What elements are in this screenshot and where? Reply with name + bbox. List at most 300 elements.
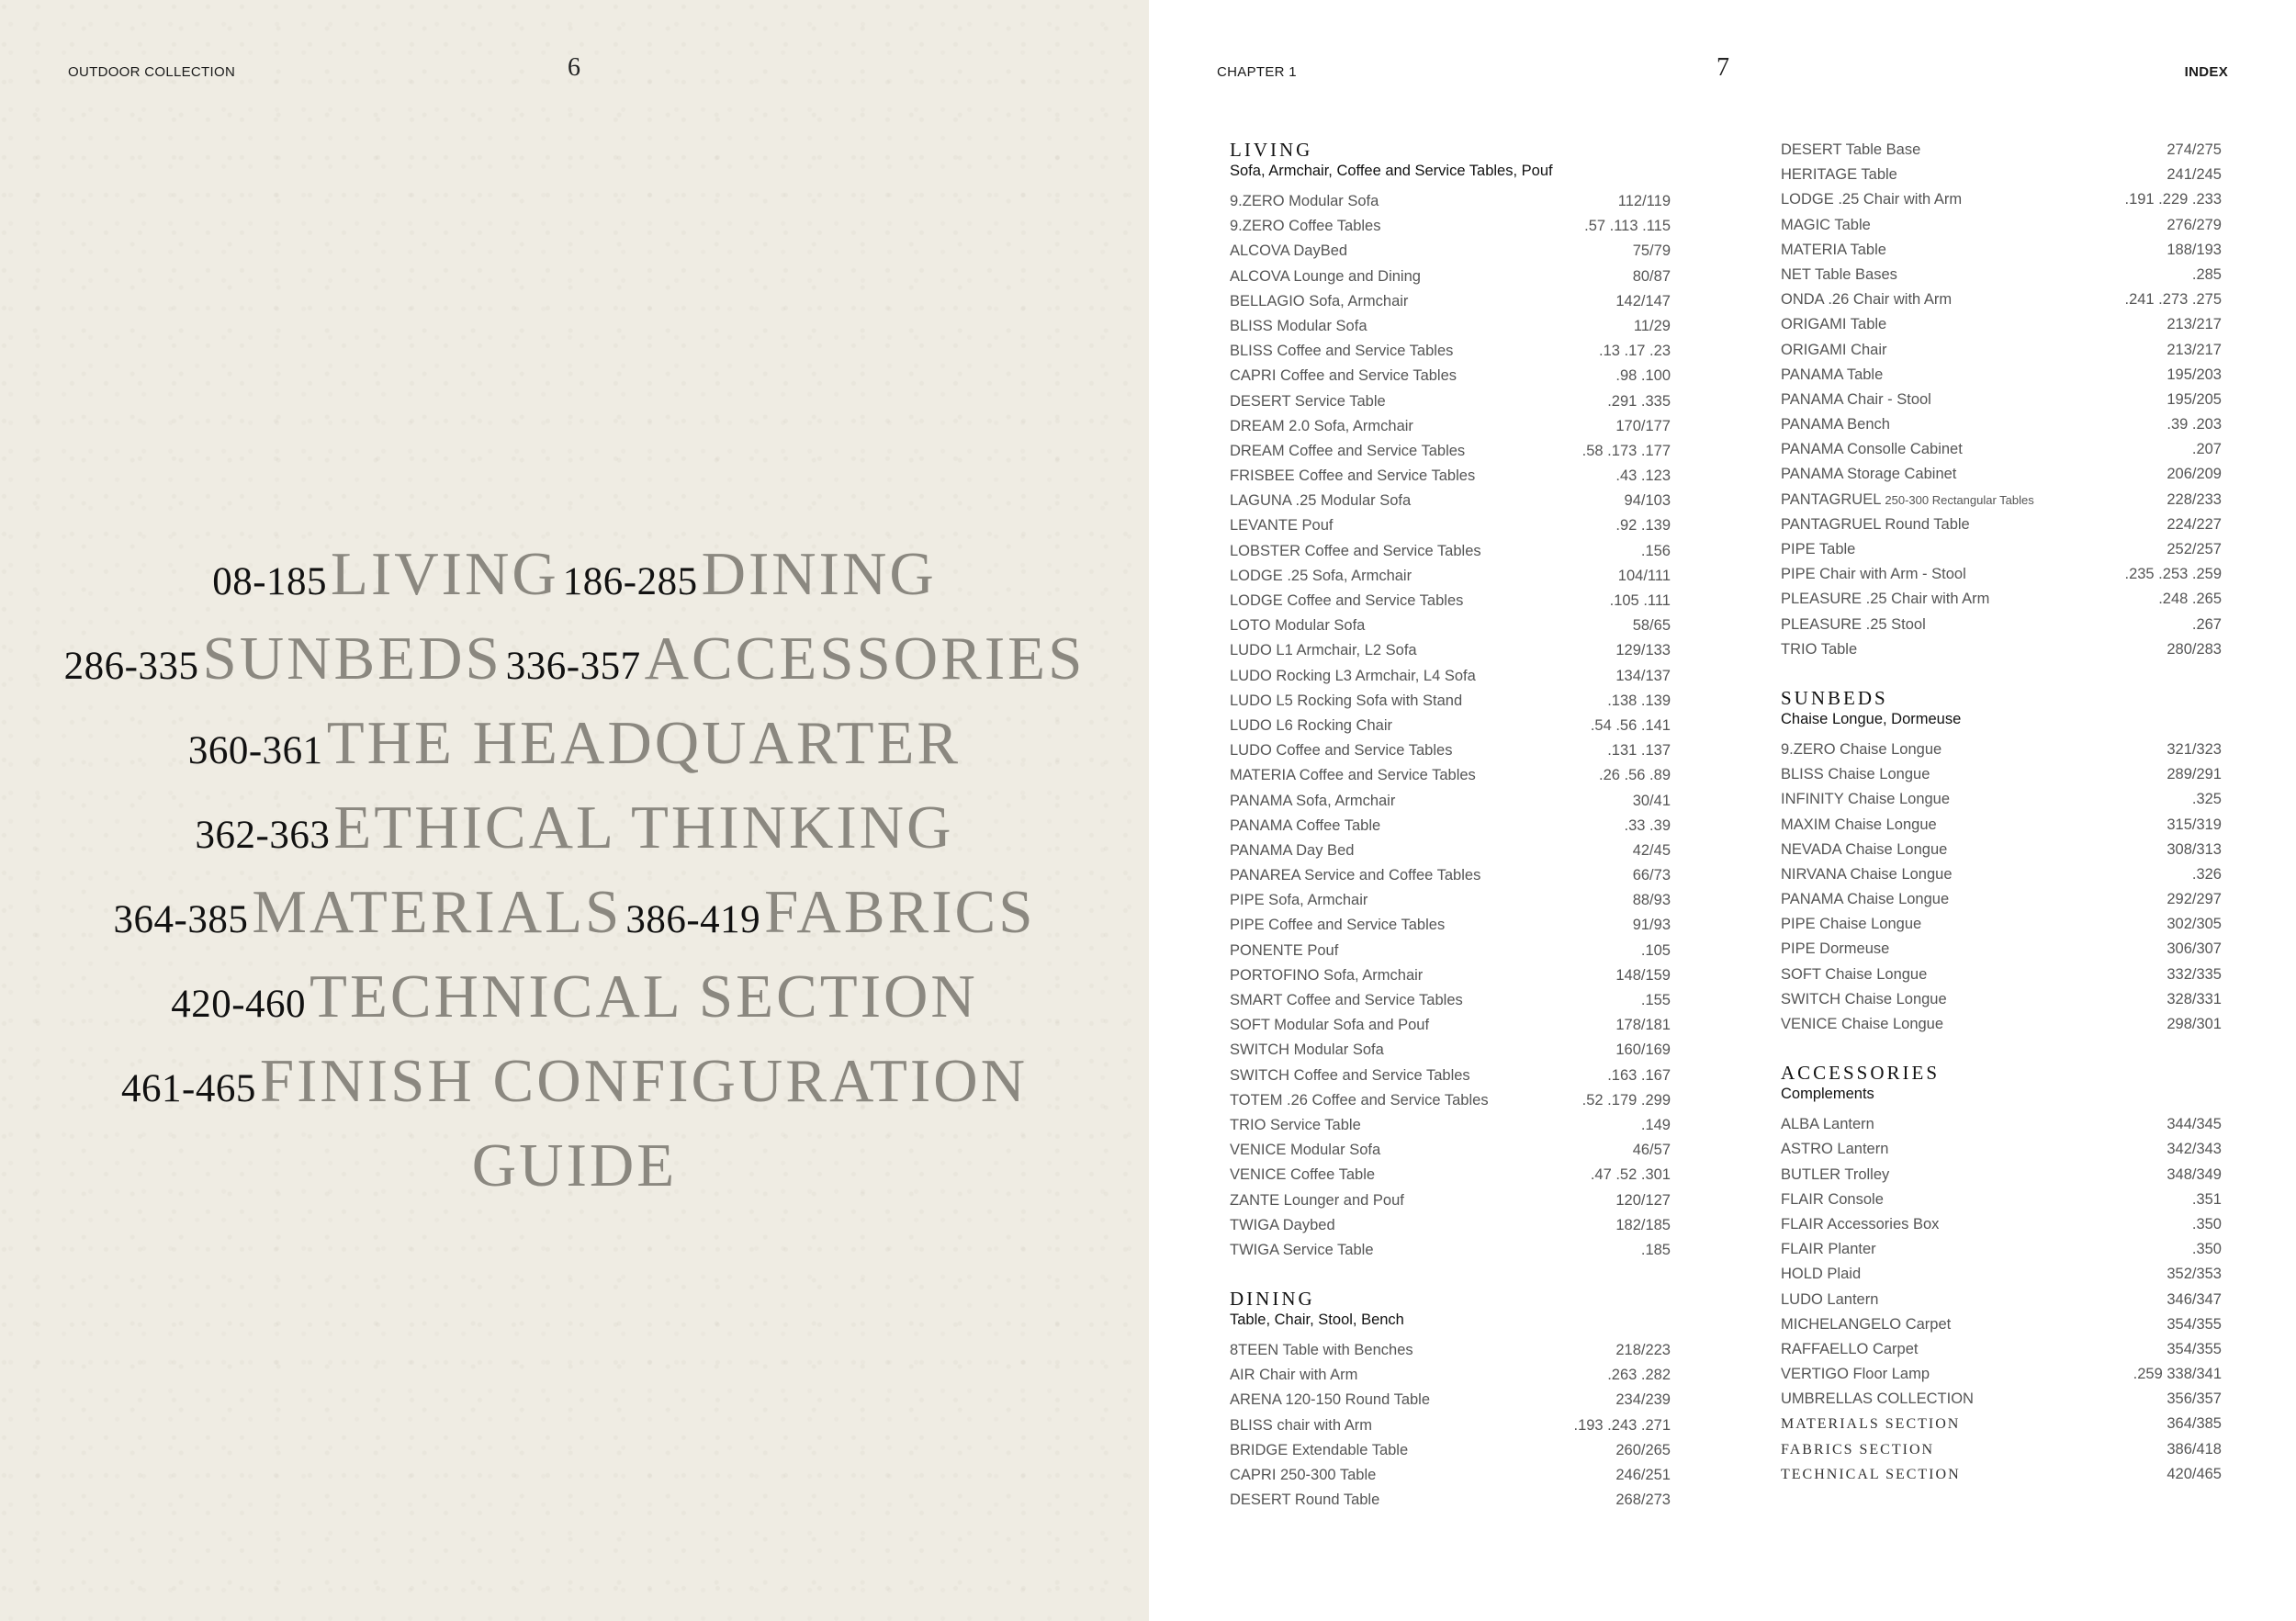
- index-entry[interactable]: [1230, 189, 1671, 214]
- chapter-page-range: 336-357: [505, 645, 641, 688]
- index-entry-name: PANAMA Table: [1781, 366, 1884, 383]
- index-entry-name: PIPE Chair with Arm - Stool: [1781, 566, 1966, 583]
- index-entry-name: TECHNICAL SECTION: [1781, 1466, 1961, 1482]
- index-entry-name: NET Table Bases: [1781, 265, 1897, 283]
- index-entry-pages: 206/209: [2167, 466, 2222, 483]
- index-entry-pages: 308/313: [2167, 840, 2222, 858]
- index-entry-pages: .149: [1640, 1116, 1671, 1133]
- dining-list-continued: [1781, 138, 2222, 662]
- index-entry[interactable]: [1781, 1112, 2222, 1137]
- chapter-page-range: 420-460: [171, 983, 307, 1026]
- index-entry-pages: 364/385: [2167, 1415, 2222, 1433]
- index-entry-name: LUDO L6 Rocking Chair: [1230, 716, 1392, 734]
- index-entry-name: LUDO L5 Rocking Sofa with Stand: [1230, 692, 1463, 709]
- index-entry[interactable]: [1781, 1412, 2222, 1436]
- chapter-page-range: 08-185: [212, 560, 328, 603]
- index-entry-name: MATERIA Table: [1781, 241, 1886, 258]
- chapter-title[interactable]: GUIDE: [471, 1131, 678, 1199]
- index-entry[interactable]: [1230, 489, 1671, 513]
- index-entry-name: ORIGAMI Table: [1781, 316, 1887, 333]
- index-entry-name: LODGE Coffee and Service Tables: [1230, 592, 1464, 609]
- chapter-page-range: 186-285: [562, 560, 698, 603]
- index-entry-pages: .131 .137: [1607, 742, 1671, 760]
- index-entry-name: ONDA .26 Chair with Arm: [1781, 291, 1953, 309]
- index-entry-name: PANAMA Consolle Cabinet: [1781, 441, 1963, 458]
- index-entry-name: LODGE .25 Chair with Arm: [1781, 191, 1963, 208]
- living-section-subtitle: Sofa, Armchair, Coffee and Service Tables, Pouf: [1230, 163, 1553, 179]
- index-entry[interactable]: [1230, 513, 1671, 538]
- index-entry[interactable]: [1781, 1288, 2222, 1312]
- index-entry-name: PIPE Sofa, Armchair: [1230, 892, 1368, 909]
- index-entry-name: ALCOVA Lounge and Dining: [1230, 267, 1421, 285]
- index-entry[interactable]: [1781, 962, 2222, 987]
- index-entry-pages: .58 .173 .177: [1581, 442, 1671, 459]
- index-entry[interactable]: [1781, 437, 2222, 462]
- chapter-title[interactable]: THE HEADQUARTER: [326, 709, 962, 777]
- index-entry-pages: .285: [2191, 265, 2222, 283]
- index-entry-pages: .350: [2191, 1241, 2222, 1258]
- index-entry-pages: 289/291: [2167, 766, 2222, 783]
- index-entry-pages: 160/169: [1615, 1041, 1671, 1059]
- index-entry-pages: 332/335: [2167, 965, 2222, 983]
- chapter-title[interactable]: ACCESSORIES: [644, 625, 1086, 692]
- index-entry-name: ARENA 120-150 Round Table: [1230, 1391, 1431, 1409]
- index-entry-name: ORIGAMI Chair: [1781, 341, 1887, 358]
- index-entry[interactable]: [1230, 1113, 1671, 1138]
- index-entry-pages: 80/87: [1632, 267, 1671, 285]
- index-entry[interactable]: [1781, 987, 2222, 1012]
- index-entry[interactable]: [1230, 988, 1671, 1013]
- index-entry-pages: 352/353: [2167, 1266, 2222, 1283]
- left-page-number: 6: [568, 53, 580, 82]
- index-entry-name: VENICE Modular Sofa: [1230, 1142, 1381, 1159]
- index-entry-pages: 224/227: [2167, 515, 2222, 533]
- index-entry[interactable]: [1781, 412, 2222, 437]
- index-entry-name: CAPRI Coffee and Service Tables: [1230, 367, 1458, 385]
- index-entry[interactable]: [1230, 414, 1671, 439]
- index-entry-name: TWIGA Daybed: [1230, 1216, 1335, 1233]
- index-entry-name: VENICE Coffee Table: [1230, 1166, 1376, 1184]
- index-entry[interactable]: [1781, 1437, 2222, 1462]
- index-entry[interactable]: [1781, 187, 2222, 212]
- sunbeds-section-subtitle: Chaise Longue, Dormeuse: [1781, 710, 1962, 727]
- index-entry-name: BLISS Modular Sofa: [1230, 317, 1367, 334]
- index-entry[interactable]: [1230, 638, 1671, 663]
- index-entry-pages: .235 .253 .259: [2124, 566, 2222, 583]
- index-entry-pages: .26 .56 .89: [1599, 767, 1671, 784]
- index-entry[interactable]: [1781, 287, 2222, 312]
- index-entry[interactable]: [1781, 1312, 2222, 1337]
- living-list: [1230, 189, 1671, 1263]
- index-entry-pages: 292/297: [2167, 891, 2222, 908]
- index-entry-name: INFINITY Chaise Longue: [1781, 791, 1951, 808]
- chapter-page-range: 360-361: [187, 729, 323, 772]
- index-entry-pages: 94/103: [1624, 492, 1671, 510]
- index-entry-pages: 306/307: [2167, 940, 2222, 958]
- index-entry[interactable]: [1230, 1138, 1671, 1163]
- chapter-title[interactable]: LIVING: [331, 540, 559, 608]
- index-entry[interactable]: [1230, 214, 1671, 239]
- index-entry[interactable]: [1230, 689, 1671, 714]
- right-page: [1149, 0, 2296, 1621]
- chapter-title[interactable]: DINING: [701, 540, 937, 608]
- index-entry[interactable]: [1230, 1363, 1671, 1388]
- index-entry[interactable]: [1230, 1064, 1671, 1088]
- index-entry-pages: 260/265: [1615, 1441, 1671, 1458]
- index-entry-name: ALCOVA DayBed: [1230, 242, 1348, 260]
- index-entry-pages: .43 .123: [1615, 467, 1671, 485]
- index-entry-name: VERTIGO Floor Lamp: [1781, 1366, 1930, 1383]
- index-entry-name: MATERIA Coffee and Service Tables: [1230, 767, 1476, 784]
- index-entry[interactable]: [1781, 312, 2222, 337]
- index-entry-name: UMBRELLAS COLLECTION: [1781, 1390, 1974, 1408]
- index-entry-name: PANAMA Day Bed: [1230, 841, 1355, 859]
- index-entry[interactable]: [1781, 613, 2222, 637]
- index-entry-name: BLISS chair with Arm: [1230, 1416, 1372, 1434]
- index-entry-name: SOFT Modular Sofa and Pouf: [1230, 1017, 1430, 1034]
- index-entry-pages: 213/217: [2167, 341, 2222, 358]
- index-entry-name: PANAMA Storage Cabinet: [1781, 466, 1957, 483]
- index-entry-pages: .325: [2191, 791, 2222, 808]
- index-entry[interactable]: [1230, 839, 1671, 863]
- index-entry[interactable]: [1781, 1262, 2222, 1287]
- index-entry[interactable]: [1781, 762, 2222, 787]
- index-entry[interactable]: [1781, 388, 2222, 412]
- index-entry-name: SWITCH Modular Sofa: [1230, 1041, 1384, 1059]
- index-entry-name: BUTLER Trolley: [1781, 1165, 1890, 1183]
- index-entry-name: PANTAGRUEL Round Table: [1781, 515, 1970, 533]
- index-entry[interactable]: [1781, 737, 2222, 762]
- index-entry[interactable]: [1230, 1188, 1671, 1213]
- index-entry[interactable]: [1230, 265, 1671, 289]
- index-entry-pages: 315/319: [2167, 816, 2222, 833]
- index-entry-pages: .105: [1640, 941, 1671, 959]
- living-section-title: LIVING: [1230, 139, 1313, 161]
- index-entry-pages: .326: [2191, 865, 2222, 883]
- sunbeds-list: [1781, 737, 2222, 1037]
- index-entry[interactable]: [1230, 763, 1671, 788]
- index-entry[interactable]: [1230, 1088, 1671, 1113]
- right-page-number: 7: [1716, 53, 1729, 82]
- index-entry-name: PORTOFINO Sofa, Armchair: [1230, 966, 1424, 984]
- index-entry[interactable]: [1781, 213, 2222, 238]
- index-entry[interactable]: [1230, 1213, 1671, 1238]
- index-entry[interactable]: [1781, 813, 2222, 838]
- index-entry-pages: .98 .100: [1615, 367, 1671, 385]
- index-entry-name: HERITAGE Table: [1781, 166, 1897, 184]
- index-entry[interactable]: [1230, 963, 1671, 988]
- index-entry[interactable]: [1781, 1462, 2222, 1487]
- index-entry-name: PANAREA Service and Coffee Tables: [1230, 867, 1481, 884]
- index-entry-name: MAGIC Table: [1781, 216, 1871, 233]
- index-entry[interactable]: [1230, 239, 1671, 264]
- index-entry[interactable]: [1781, 338, 2222, 363]
- index-entry[interactable]: [1230, 339, 1671, 364]
- index-entry[interactable]: [1230, 1013, 1671, 1038]
- chapter-page-range: 362-363: [195, 814, 331, 857]
- index-entry-pages: .13 .17 .23: [1599, 343, 1671, 360]
- index-entry[interactable]: [1230, 738, 1671, 763]
- index-entry[interactable]: [1781, 887, 2222, 912]
- dining-section-title: DINING: [1230, 1288, 1315, 1311]
- index-entry-pages: 11/29: [1633, 317, 1671, 334]
- index-entry-name: PIPE Coffee and Service Tables: [1230, 917, 1446, 934]
- index-entry[interactable]: [1230, 1388, 1671, 1413]
- index-entry[interactable]: [1781, 1163, 2222, 1188]
- dining-section-subtitle: Table, Chair, Stool, Bench: [1230, 1311, 1404, 1329]
- index-entry[interactable]: [1781, 462, 2222, 487]
- index-entry-pages: .156: [1640, 542, 1671, 559]
- index-entry-pages: 268/273: [1615, 1492, 1671, 1509]
- index-entry-name: DREAM 2.0 Sofa, Armchair: [1230, 417, 1413, 434]
- index-entry[interactable]: [1781, 1212, 2222, 1237]
- index-entry[interactable]: [1230, 589, 1671, 614]
- chapter-row: [0, 1047, 1149, 1131]
- index-entry-pages: 142/147: [1615, 292, 1671, 310]
- index-entry-pages: 356/357: [2167, 1390, 2222, 1408]
- chapter-page-range: 386-419: [625, 898, 761, 941]
- index-entry[interactable]: [1230, 1438, 1671, 1463]
- index-entry[interactable]: [1230, 1163, 1671, 1188]
- index-entry-pages: .47 .52 .301: [1590, 1166, 1671, 1184]
- index-entry-pages: .33 .39: [1624, 816, 1671, 834]
- index-entry-name: PONENTE Pouf: [1230, 941, 1339, 959]
- index-entry-name: FRISBEE Coffee and Service Tables: [1230, 467, 1476, 485]
- chapter-contents: [0, 540, 1149, 1216]
- index-label: INDEX: [2184, 64, 2228, 80]
- index-entry[interactable]: [1230, 913, 1671, 938]
- index-entry[interactable]: [1781, 637, 2222, 662]
- index-entry-pages: 246/251: [1615, 1467, 1671, 1483]
- index-entry-name: PANTAGRUEL 250-300 Rectangular Tables: [1781, 490, 2034, 508]
- index-entry-pages: 218/223: [1615, 1342, 1671, 1359]
- chapter-title[interactable]: FINISH CONFIGURATION: [259, 1047, 1028, 1115]
- index-entry-pages: 274/275: [2167, 141, 2222, 158]
- index-entry[interactable]: [1230, 789, 1671, 814]
- index-entry-pages: 104/111: [1617, 567, 1671, 584]
- index-entry-pages: 88/93: [1632, 892, 1671, 909]
- index-entry-name: LOBSTER Coffee and Service Tables: [1230, 542, 1481, 559]
- index-entry-pages: 420/465: [2167, 1465, 2222, 1482]
- index-entry-name: BLISS Chaise Longue: [1781, 766, 1930, 783]
- index-entry[interactable]: [1781, 263, 2222, 287]
- index-entry[interactable]: [1781, 363, 2222, 388]
- index-entry[interactable]: [1230, 289, 1671, 314]
- index-entry[interactable]: [1230, 314, 1671, 339]
- index-entry-pages: 321/323: [2167, 740, 2222, 758]
- index-entry-name: ALBA Lantern: [1781, 1116, 1874, 1133]
- index-entry-name: DESERT Service Table: [1230, 392, 1386, 410]
- index-entry-pages: 346/347: [2167, 1290, 2222, 1308]
- index-entry-name: CAPRI 250-300 Table: [1230, 1467, 1377, 1483]
- index-entry-pages: 66/73: [1632, 867, 1671, 884]
- chapter-title[interactable]: SUNBEDS: [202, 625, 502, 692]
- index-entry-name: MATERIALS SECTION: [1781, 1416, 1961, 1433]
- index-entry-pages: .138 .139: [1607, 692, 1671, 709]
- index-entry[interactable]: [1230, 464, 1671, 489]
- index-entry[interactable]: [1230, 1238, 1671, 1263]
- chapter-row: [0, 540, 1149, 625]
- index-entry[interactable]: [1781, 1362, 2222, 1387]
- index-entry-name: PANAMA Sofa, Armchair: [1230, 792, 1396, 809]
- index-entry-pages: .52 .179 .299: [1581, 1091, 1671, 1109]
- index-entry[interactable]: [1230, 863, 1671, 888]
- index-entry-pages: 148/159: [1615, 966, 1671, 984]
- index-entry[interactable]: [1230, 1488, 1671, 1513]
- index-entry-pages: 91/93: [1632, 917, 1671, 934]
- chapter-row: [0, 625, 1149, 709]
- index-entry-pages: 42/45: [1632, 841, 1671, 859]
- index-entry-name: DESERT Table Base: [1781, 141, 1921, 158]
- index-entry[interactable]: [1230, 389, 1671, 414]
- index-entry-pages: 178/181: [1615, 1017, 1671, 1034]
- left-running-header: OUTDOOR COLLECTION: [68, 64, 236, 80]
- index-entry[interactable]: [1781, 937, 2222, 962]
- chapter-row: [0, 709, 1149, 794]
- index-entry[interactable]: [1781, 138, 2222, 163]
- index-entry-name: LUDO L1 Armchair, L2 Sofa: [1230, 642, 1417, 659]
- index-entry[interactable]: [1230, 439, 1671, 464]
- index-entry-name: PANAMA Chaise Longue: [1781, 891, 1950, 908]
- index-entry-pages: .267: [2191, 615, 2222, 633]
- accessories-list: [1781, 1112, 2222, 1487]
- index-entry[interactable]: [1230, 1463, 1671, 1488]
- right-running-header: CHAPTER 1: [1217, 64, 1297, 80]
- index-entry[interactable]: [1781, 862, 2222, 887]
- index-entry[interactable]: [1230, 1338, 1671, 1363]
- index-entry-pages: .191 .229 .233: [2124, 191, 2222, 208]
- index-entry-pages: 30/41: [1632, 792, 1671, 809]
- index-entry[interactable]: [1230, 1413, 1671, 1438]
- index-entry-pages: .185: [1640, 1241, 1671, 1258]
- index-entry-name: BLISS Coffee and Service Tables: [1230, 343, 1454, 360]
- index-entry-pages: 342/343: [2167, 1141, 2222, 1158]
- index-entry-name: PIPE Dormeuse: [1781, 940, 1890, 958]
- index-entry-name: 9.ZERO Modular Sofa: [1230, 193, 1379, 209]
- index-entry-pages: 302/305: [2167, 916, 2222, 933]
- index-entry[interactable]: [1781, 1237, 2222, 1262]
- index-entry[interactable]: [1781, 512, 2222, 537]
- index-entry-name: LUDO Coffee and Service Tables: [1230, 742, 1453, 760]
- index-entry[interactable]: [1781, 838, 2222, 862]
- index-entry-pages: 298/301: [2167, 1016, 2222, 1032]
- index-entry-name: PIPE Chaise Longue: [1781, 916, 1922, 933]
- index-entry[interactable]: [1781, 587, 2222, 612]
- index-entry[interactable]: [1781, 1137, 2222, 1162]
- chapter-row: [0, 794, 1149, 878]
- chapter-row: [0, 962, 1149, 1047]
- index-entry-pages: .54 .56 .141: [1590, 716, 1671, 734]
- index-entry-name: PLEASURE .25 Chair with Arm: [1781, 591, 1990, 608]
- index-entry[interactable]: [1781, 1188, 2222, 1212]
- index-column-2: [1781, 138, 2222, 1487]
- chapter-title[interactable]: ETHICAL THINKING: [333, 794, 954, 861]
- index-entry[interactable]: [1230, 814, 1671, 839]
- index-entry-pages: 354/355: [2167, 1340, 2222, 1357]
- index-entry-name: LAGUNA .25 Modular Sofa: [1230, 492, 1412, 510]
- index-entry-pages: 228/233: [2167, 490, 2222, 508]
- index-entry[interactable]: [1781, 1012, 2222, 1037]
- index-entry-pages: 386/418: [2167, 1440, 2222, 1458]
- index-entry-name: DESERT Round Table: [1230, 1492, 1380, 1509]
- index-entry-name: FABRICS SECTION: [1781, 1441, 1935, 1458]
- index-entry-pages: .259 338/341: [2133, 1366, 2222, 1383]
- index-entry-name: PANAMA Bench: [1781, 416, 1890, 433]
- index-entry-name: VENICE Chaise Longue: [1781, 1016, 1944, 1032]
- index-entry-name: LUDO Rocking L3 Armchair, L4 Sofa: [1230, 667, 1476, 684]
- chapter-title[interactable]: TECHNICAL SECTION: [310, 962, 978, 1030]
- index-entry[interactable]: [1781, 1387, 2222, 1412]
- index-entry-name: AIR Chair with Arm: [1230, 1367, 1358, 1384]
- index-entry-pages: .92 .139: [1615, 517, 1671, 535]
- index-entry[interactable]: [1781, 537, 2222, 562]
- index-entry[interactable]: [1781, 912, 2222, 937]
- index-entry-pages: 134/137: [1615, 667, 1671, 684]
- index-entry-name: FLAIR Console: [1781, 1190, 1884, 1208]
- accessories-section-title: ACCESSORIES: [1781, 1062, 1941, 1085]
- index-entry[interactable]: [1781, 787, 2222, 812]
- index-entry[interactable]: [1781, 238, 2222, 263]
- index-entry[interactable]: [1781, 488, 2222, 512]
- index-entry[interactable]: [1230, 714, 1671, 738]
- index-entry-pages: 213/217: [2167, 316, 2222, 333]
- index-entry-name: SOFT Chaise Longue: [1781, 965, 1928, 983]
- index-entry-pages: 344/345: [2167, 1116, 2222, 1133]
- index-entry-name: SWITCH Coffee and Service Tables: [1230, 1066, 1470, 1084]
- index-entry[interactable]: [1781, 562, 2222, 587]
- index-entry[interactable]: [1781, 1337, 2222, 1362]
- index-entry-name: PLEASURE .25 Stool: [1781, 615, 1926, 633]
- index-entry[interactable]: [1230, 539, 1671, 564]
- index-entry[interactable]: [1230, 364, 1671, 388]
- index-entry-pages: .263 .282: [1607, 1367, 1671, 1384]
- index-entry-name: NEVADA Chaise Longue: [1781, 840, 1948, 858]
- index-entry[interactable]: [1230, 564, 1671, 589]
- index-entry-pages: 195/205: [2167, 390, 2222, 408]
- index-entry-pages: 328/331: [2167, 990, 2222, 1007]
- index-entry-pages: 195/203: [2167, 366, 2222, 383]
- index-entry-pages: .163 .167: [1607, 1066, 1671, 1084]
- index-entry-pages: 354/355: [2167, 1315, 2222, 1333]
- index-entry-pages: 120/127: [1615, 1191, 1671, 1209]
- index-entry-pages: 75/79: [1632, 242, 1671, 260]
- index-entry-name: HOLD Plaid: [1781, 1266, 1862, 1283]
- sunbeds-section-title: SUNBEDS: [1781, 686, 1888, 709]
- index-entry-pages: .351: [2191, 1190, 2222, 1208]
- chapter-row: [0, 878, 1149, 962]
- index-entry-pages: 276/279: [2167, 216, 2222, 233]
- index-entry-pages: 348/349: [2167, 1165, 2222, 1183]
- index-entry-pages: 58/65: [1632, 617, 1671, 635]
- index-entry[interactable]: [1230, 664, 1671, 689]
- index-entry-pages: 252/257: [2167, 541, 2222, 557]
- chapter-title[interactable]: MATERIALS: [252, 878, 623, 946]
- index-entry-name: LEVANTE Pouf: [1230, 517, 1334, 535]
- index-entry-name: MAXIM Chaise Longue: [1781, 816, 1937, 833]
- index-entry[interactable]: [1781, 163, 2222, 187]
- index-entry-pages: 234/239: [1615, 1391, 1671, 1409]
- index-entry-pages: 182/185: [1615, 1216, 1671, 1233]
- index-entry[interactable]: [1230, 1038, 1671, 1063]
- index-entry[interactable]: [1230, 888, 1671, 913]
- index-entry-name: TWIGA Service Table: [1230, 1241, 1374, 1258]
- index-entry-pages: 129/133: [1615, 642, 1671, 659]
- index-entry-name: SMART Coffee and Service Tables: [1230, 992, 1463, 1008]
- chapter-title[interactable]: FABRICS: [764, 878, 1036, 946]
- index-entry[interactable]: [1230, 614, 1671, 638]
- index-entry-name: 9.ZERO Coffee Tables: [1230, 218, 1381, 235]
- index-entry[interactable]: [1230, 939, 1671, 963]
